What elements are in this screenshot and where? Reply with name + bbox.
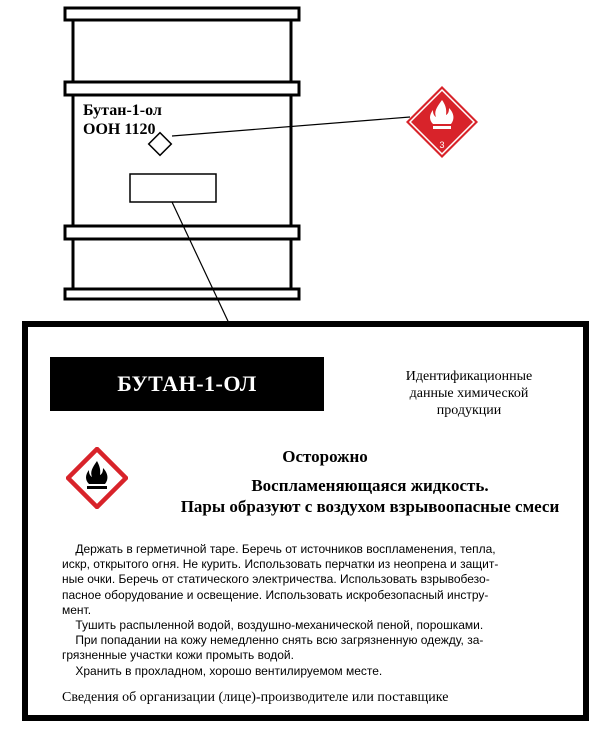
drum-top-rim <box>65 8 299 20</box>
precaution-line: пасное оборудование и освещение. Использовать искробезопасный инстру- <box>62 587 489 602</box>
precaution-line: Тушить распыленной водой, воздушно-механической пеной, порошками. <box>62 618 484 633</box>
identification-line: данные химической <box>409 386 529 401</box>
drum-product-name: Бутан-1-ол <box>83 102 162 119</box>
drum-un-number: ООН 1120 <box>83 121 156 138</box>
identification-data <box>384 368 554 419</box>
identification-line: продукции <box>436 403 502 418</box>
precaution-line: Держать в герметичной таре. Беречь от источников воспламенения, тепла, <box>62 542 496 556</box>
hazard-class-number: 3 <box>439 140 445 150</box>
drum-top-section <box>73 20 291 82</box>
drum-lower-hoop <box>65 226 299 239</box>
supplier-info: Сведения об организации (лице)-производителе или поставщике <box>62 690 449 705</box>
product-name: БУТАН-1-ОЛ <box>117 371 257 396</box>
drum-bottom-section <box>73 239 291 289</box>
precaution-line: грязненные участки кожи промыть водой. <box>62 648 294 663</box>
precaution-line: мент. <box>62 602 92 617</box>
product-name-bar <box>50 357 324 411</box>
ghs-pictogram <box>66 447 128 509</box>
drum-bottom-rim <box>65 289 299 299</box>
precautionary-statements <box>62 542 542 679</box>
precaution-line: искр, открытого огня. Не курить. Использовать перчатки из неопрена и защит- <box>62 557 499 572</box>
hazard-statement-2: Пары образуют с воздухом взрывоопасные смеси <box>180 497 560 516</box>
precaution-line: При попадании на кожу немедленно снять всю загрязненную одежду, за- <box>62 633 484 648</box>
precaution-line: ные очки. Беречь от статического электричества. Использовать взрывобезо- <box>62 572 490 587</box>
transport-hazard-sign <box>406 86 478 158</box>
hazard-statement-1: Воспламеняющаяся жидкость. <box>251 476 489 495</box>
signal-word: Осторожно <box>282 447 368 466</box>
identification-line: Идентификационные <box>405 369 533 384</box>
precaution-line: Хранить в прохладном, хорошо вентилируемом месте. <box>62 663 383 678</box>
drum-upper-hoop <box>65 82 299 95</box>
drum-label-placeholder <box>130 174 216 202</box>
